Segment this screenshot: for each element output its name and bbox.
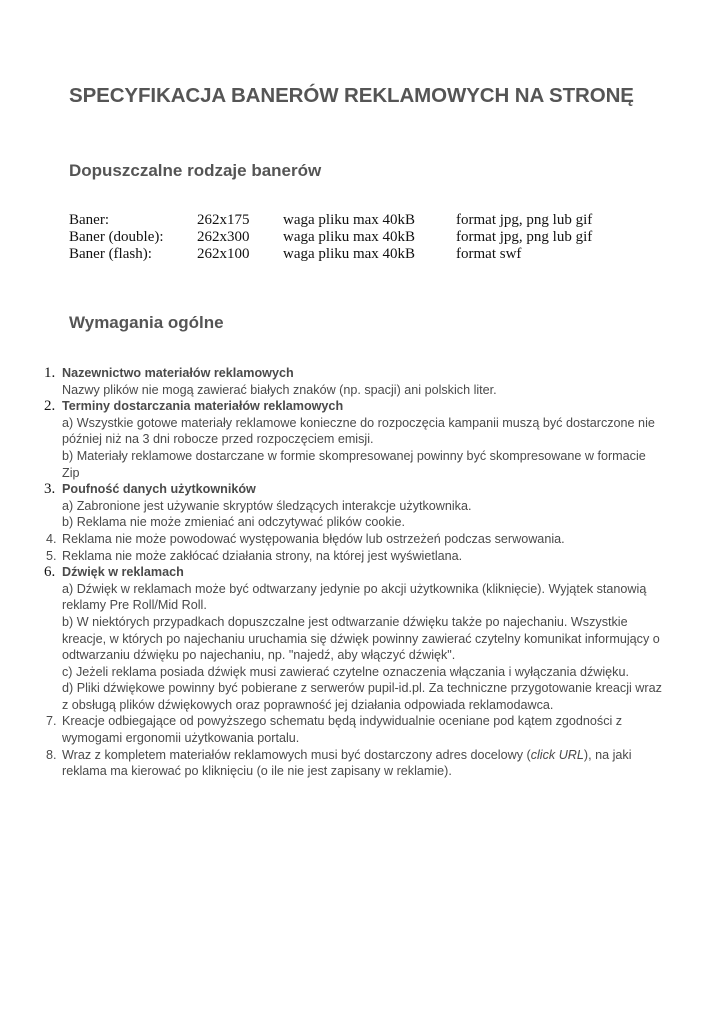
banner-format: format swf xyxy=(456,246,522,262)
requirement-title: Nazewnictwo materiałów reklamowych xyxy=(62,366,294,380)
banner-size: 262x100 xyxy=(197,246,250,262)
requirement-item xyxy=(0,398,724,481)
list-number: 8. xyxy=(46,747,57,762)
requirement-text-part: ), na jaki reklama ma kierować po kliknięciu (o ile nie jest zapisany w reklamie). xyxy=(62,747,632,779)
section-heading-general-requirements: Wymagania ogólne xyxy=(69,313,224,332)
requirement-item xyxy=(0,747,724,780)
requirement-text: b) Reklama nie może zmieniać ani odczytywać plików cookie. xyxy=(62,515,405,530)
banner-name: Baner: xyxy=(69,212,109,228)
requirement-text: a) Dźwięk w reklamach może być odtwarzany jedynie po akcji użytkownika (kliknięcie). Wyjątek stanowią reklamy Pre Roll/Mid Roll. xyxy=(62,581,647,613)
requirement-text: b) W niektórych przypadkach dopuszczalne jest odtwarzanie dźwięku także po najechaniu. Wszystkie kreacje, w których po najechaniu uruchamia się dźwięk powinny zawierać czytelny komunikat informujący o odtwarzaniu dźwięku po najechaniu, np. "najedź, aby włączyć dźwięk". xyxy=(62,614,660,663)
requirement-text: a) Wszystkie gotowe materiały reklamowe konieczne do rozpoczęcia kampanii muszą być dostarczone nie później niż na 3 dni robocze przed rozpoczęciem emisji. xyxy=(62,415,655,447)
list-number: 5. xyxy=(46,548,57,563)
requirement-text-part: Wraz z kompletem materiałów reklamowych musi być dostarczony adres docelowy ( xyxy=(62,747,531,762)
list-number: 7. xyxy=(46,714,57,729)
requirement-text xyxy=(62,747,664,780)
requirement-item xyxy=(0,481,724,531)
requirement-item xyxy=(0,365,724,398)
banner-format: format jpg, png lub gif xyxy=(456,229,593,245)
requirement-item xyxy=(0,548,724,565)
banner-size: 262x300 xyxy=(197,229,250,245)
requirement-item xyxy=(0,531,724,548)
banner-format: format jpg, png lub gif xyxy=(456,212,593,228)
banner-name: Baner (double): xyxy=(69,229,164,245)
requirement-text: Nazwy plików nie mogą zawierać białych znaków (np. spacji) ani polskich liter. xyxy=(62,382,497,397)
requirement-title: Terminy dostarczania materiałów reklamowych xyxy=(62,399,344,414)
banner-name: Baner (flash): xyxy=(69,246,152,262)
requirements-list xyxy=(0,365,724,780)
requirement-title: Dźwięk w reklamach xyxy=(62,565,184,580)
requirement-text: c) Jeżeli reklama posiada dźwięk musi zawierać czytelne oznaczenia włączania i wyłączania dźwięku. xyxy=(62,664,629,679)
banner-weight: waga pliku max 40kB xyxy=(283,246,416,262)
requirement-text: d) Pliki dźwiękowe powinny być pobierane z serwerów pupil-id.pl. Za techniczne przygotowanie kreacji wraz z obsługą plików dźwiękowych oraz poprawność jej działania odpowiada reklamodawca. xyxy=(62,681,662,712)
requirement-text: Kreacje odbiegające od powyższego schematu będą indywidualnie oceniane pod kątem zgodności z wymogami ergonomii użytkowania portalu. xyxy=(62,714,623,746)
requirement-text: Reklama nie może powodować występowania błędów lub ostrzeżeń podczas serwowania. xyxy=(62,531,565,546)
banner-size: 262x175 xyxy=(197,212,250,228)
requirement-title: Poufność danych użytkowników xyxy=(62,482,256,497)
page-title: SPECYFIKACJA BANERÓW REKLAMOWYCH NA STRONĘ xyxy=(69,84,634,107)
requirement-text: a) Zabronione jest używanie skryptów śledzących interakcje użytkownika. xyxy=(62,498,472,513)
list-number: 1. xyxy=(44,365,56,381)
banner-weight: waga pliku max 40kB xyxy=(283,212,416,228)
click-url-term: click URL xyxy=(530,747,584,762)
requirement-item xyxy=(0,564,724,713)
requirement-item xyxy=(0,713,724,746)
list-number: 2. xyxy=(44,398,56,415)
section-heading-banner-types: Dopuszczalne rodzaje banerów xyxy=(69,161,322,180)
banner-weight: waga pliku max 40kB xyxy=(283,229,416,245)
requirement-text: Reklama nie może zakłócać działania strony, na której jest wyświetlana. xyxy=(62,548,463,563)
list-number: 6. xyxy=(44,564,56,581)
requirement-text: b) Materiały reklamowe dostarczane w formie skompresowanej powinny być skompresowane w formacie Zip xyxy=(62,448,646,480)
list-number: 3. xyxy=(44,481,56,498)
list-number: 4. xyxy=(46,531,57,546)
